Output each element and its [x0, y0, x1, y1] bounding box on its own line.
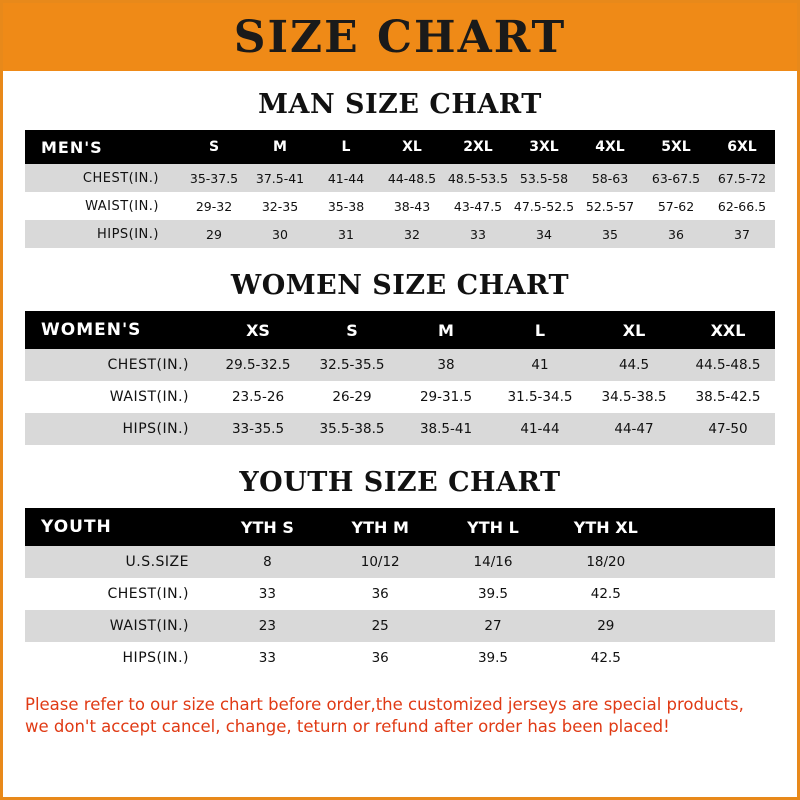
table-row [25, 578, 775, 610]
man-row-label-1: WAIST(IN.) [85, 198, 159, 214]
women-col-2: M [399, 311, 493, 349]
youth-cell-0-1: 10/12 [360, 554, 400, 570]
youth-cell-3-1: 36 [371, 650, 389, 666]
youth-cell-3-0: 33 [258, 650, 276, 666]
man-cell-0-5: 53.5-58 [519, 170, 569, 186]
man-cell-0-6: 58-63 [591, 170, 629, 186]
man-cell-2-1: 30 [272, 226, 288, 242]
man-cell-1-1: 32-35 [261, 198, 299, 214]
women-cell-0-3: 41 [531, 357, 549, 373]
order-notice-line-2: we don't accept cancel, change, teturn or refund after order has been placed! [25, 717, 670, 737]
women-cell-1-3: 31.5-34.5 [507, 389, 573, 405]
man-col-2: L [313, 130, 379, 164]
women-size-table [25, 311, 775, 445]
man-cell-0-4: 48.5-53.5 [447, 170, 509, 186]
women-cell-1-2: 29-31.5 [419, 389, 473, 405]
man-section-title: MAN SIZE CHART [258, 89, 542, 120]
man-cell-1-5: 47.5-52.5 [513, 198, 575, 214]
youth-cell-0-0: 8 [263, 554, 272, 570]
man-row-label-2: HIPS(IN.) [96, 226, 159, 242]
man-cell-1-6: 52.5-57 [585, 198, 635, 214]
women-cell-0-0: 29.5-32.5 [225, 357, 291, 373]
banner-title: SIZE CHART [233, 11, 567, 63]
youth-cell-2-0: 23 [258, 618, 276, 634]
man-cell-1-0: 29-32 [195, 198, 233, 214]
women-cell-2-0: 33-35.5 [231, 421, 285, 437]
man-cell-0-3: 44-48.5 [387, 170, 437, 186]
youth-col-2: YTH L [437, 508, 550, 546]
youth-cell-2-4 [662, 610, 775, 642]
table-row [25, 381, 775, 413]
youth-cell-2-3: 29 [597, 618, 615, 634]
youth-cell-1-2: 39.5 [477, 586, 509, 602]
youth-cell-0-3: 18/20 [586, 554, 626, 570]
table-row [25, 413, 775, 445]
table-row [25, 164, 775, 192]
youth-cell-2-2: 27 [484, 618, 502, 634]
youth-section-title: YOUTH SIZE CHART [239, 467, 561, 498]
women-col-1: S [305, 311, 399, 349]
women-cell-0-2: 38 [437, 357, 455, 373]
man-cell-2-5: 34 [536, 226, 552, 242]
man-col-4: 2XL [445, 130, 511, 164]
banner [3, 3, 797, 71]
women-cell-2-1: 35.5-38.5 [319, 421, 385, 437]
man-cell-2-7: 36 [668, 226, 684, 242]
youth-cell-1-1: 36 [371, 586, 389, 602]
women-col-3: L [493, 311, 587, 349]
youth-row-label-2: WAIST(IN.) [109, 618, 189, 634]
table-row [25, 546, 775, 578]
women-row-label-0: CHEST(IN.) [107, 357, 189, 373]
women-cell-1-4: 34.5-38.5 [601, 389, 667, 405]
man-cell-0-7: 63-67.5 [651, 170, 701, 186]
table-row [25, 610, 775, 642]
youth-table-corner: YOUTH [25, 508, 211, 546]
man-row-label-0: CHEST(IN.) [82, 170, 159, 186]
man-cell-1-7: 57-62 [657, 198, 695, 214]
women-table-corner: WOMEN'S [25, 311, 211, 349]
man-cell-2-2: 31 [338, 226, 354, 242]
youth-row-label-3: HIPS(IN.) [122, 650, 189, 666]
youth-cell-1-3: 42.5 [590, 586, 621, 602]
women-cell-2-4: 44-47 [614, 421, 654, 437]
table-row [25, 220, 775, 248]
man-cell-1-8: 62-66.5 [717, 198, 767, 214]
table-header-row [25, 130, 775, 164]
man-cell-0-8: 67.5-72 [717, 170, 767, 186]
order-notice-line-1: Please refer to our size chart before order,the customized jerseys are special products, [25, 695, 744, 714]
youth-col-0: YTH S [211, 508, 324, 546]
man-cell-2-8: 37 [734, 226, 750, 242]
table-row [25, 349, 775, 381]
man-table-corner: MEN'S [25, 130, 181, 164]
youth-cell-1-4 [662, 578, 775, 610]
man-cell-2-3: 32 [404, 226, 420, 242]
man-col-7: 5XL [643, 130, 709, 164]
youth-size-table [25, 508, 775, 674]
youth-cell-3-2: 39.5 [477, 650, 509, 666]
youth-col-1: YTH M [324, 508, 437, 546]
man-col-0: S [181, 130, 247, 164]
youth-row-label-1: CHEST(IN.) [107, 586, 189, 602]
women-cell-1-5: 38.5-42.5 [695, 389, 761, 405]
man-cell-1-4: 43-47.5 [453, 198, 503, 214]
women-col-4: XL [587, 311, 681, 349]
women-cell-1-0: 23.5-26 [231, 389, 285, 405]
women-cell-2-3: 41-44 [520, 421, 560, 437]
youth-cell-0-4 [662, 546, 775, 578]
women-cell-0-5: 44.5-48.5 [695, 357, 761, 373]
women-cell-0-1: 32.5-35.5 [319, 357, 385, 373]
man-col-5: 3XL [511, 130, 577, 164]
man-cell-2-6: 35 [602, 226, 618, 242]
man-col-1: M [247, 130, 313, 164]
man-cell-1-3: 38-43 [393, 198, 431, 214]
table-row [25, 642, 775, 674]
man-cell-0-1: 37.5-41 [255, 170, 305, 186]
youth-cell-3-4 [662, 642, 775, 674]
women-cell-0-4: 44.5 [618, 357, 650, 373]
women-cell-2-5: 47-50 [708, 421, 748, 437]
table-header-row [25, 508, 775, 546]
man-cell-2-4: 33 [470, 226, 486, 242]
man-col-6: 4XL [577, 130, 643, 164]
man-col-8: 6XL [709, 130, 775, 164]
women-row-label-1: WAIST(IN.) [109, 389, 189, 405]
youth-cell-3-3: 42.5 [590, 650, 621, 666]
women-cell-1-1: 26-29 [332, 389, 372, 405]
youth-col-3: YTH XL [549, 508, 662, 546]
man-cell-0-0: 35-37.5 [189, 170, 239, 186]
man-cell-2-0: 29 [206, 226, 222, 242]
man-col-3: XL [379, 130, 445, 164]
table-header-row [25, 311, 775, 349]
youth-cell-0-2: 14/16 [473, 554, 513, 570]
man-cell-1-2: 35-38 [327, 198, 365, 214]
youth-row-label-0: U.S.SIZE [125, 554, 189, 570]
man-cell-0-2: 41-44 [327, 170, 365, 186]
order-notice [25, 694, 775, 739]
table-row [25, 192, 775, 220]
women-col-5: XXL [681, 311, 775, 349]
man-size-table [25, 130, 775, 248]
youth-col-4 [662, 508, 775, 546]
women-row-label-2: HIPS(IN.) [122, 421, 189, 437]
youth-cell-2-1: 25 [371, 618, 389, 634]
youth-cell-1-0: 33 [258, 586, 276, 602]
women-col-0: XS [211, 311, 305, 349]
women-section-title: WOMEN SIZE CHART [230, 270, 570, 301]
women-cell-2-2: 38.5-41 [419, 421, 473, 437]
